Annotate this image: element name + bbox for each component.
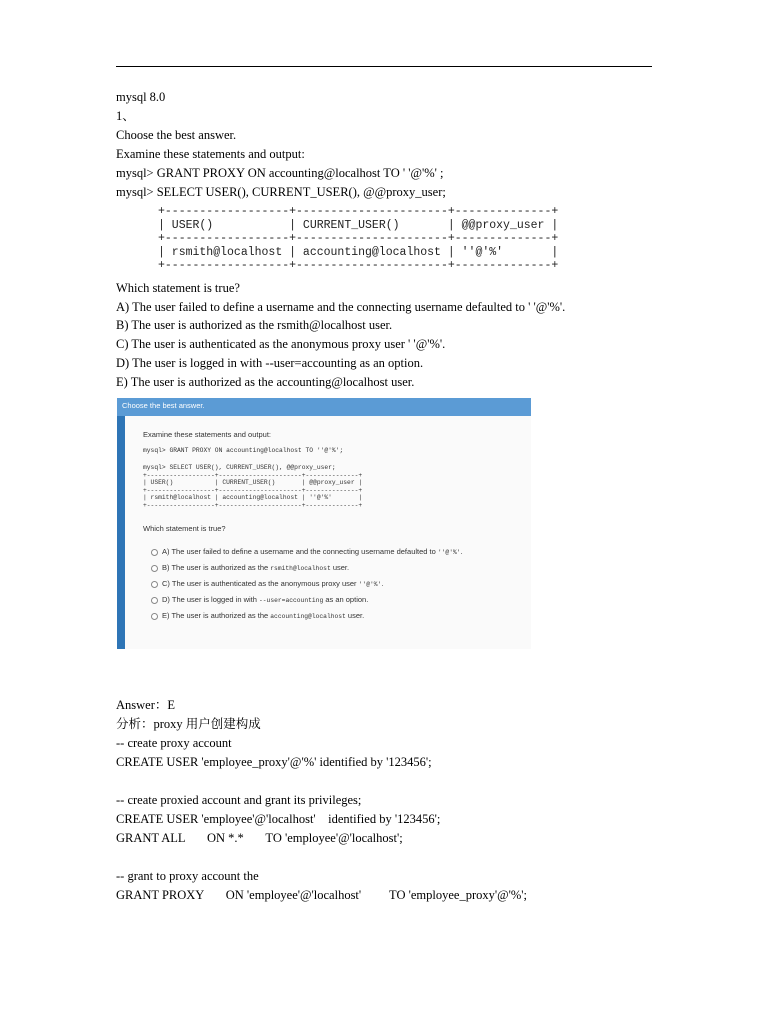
statement-2: mysql> SELECT USER(), CURRENT_USER(), @@proxy_user;: [116, 185, 446, 199]
option-b: B) The user is authorized as the rsmith@localhost user.: [116, 318, 393, 332]
option-e: E) The user is authorized as the accounting@localhost user.: [116, 375, 415, 389]
screenshot-option-e[interactable]: E) The user is authorized as the accounting@localhost user.: [151, 611, 364, 620]
screenshot-stmt2: mysql> SELECT USER(), CURRENT_USER(), @@proxy_user;: [143, 464, 336, 471]
option-c: C) The user is authenticated as the anonymous proxy user ' '@'%'.: [116, 337, 446, 351]
question-number: 1、: [116, 109, 135, 123]
radio-icon[interactable]: [151, 597, 158, 604]
instruction: Choose the best answer.: [116, 128, 237, 142]
screenshot-header: Choose the best answer.: [117, 398, 531, 416]
radio-icon[interactable]: [151, 613, 158, 620]
radio-icon[interactable]: [151, 565, 158, 572]
table-border-bottom: +------------------+----------------------+--------------+: [158, 259, 559, 273]
sql-create-proxy: CREATE USER 'employee_proxy'@'%' identified by '123456';: [116, 755, 432, 769]
screenshot-option-b[interactable]: B) The user is authorized as the rsmith@localhost user.: [151, 563, 349, 572]
screenshot-ask: Which statement is true?: [143, 524, 226, 533]
screenshot-accent-bar: [117, 416, 125, 649]
option-d: D) The user is logged in with --user=accounting as an option.: [116, 356, 424, 370]
top-rule: [116, 66, 652, 67]
radio-icon[interactable]: [151, 549, 158, 556]
screenshot-option-a[interactable]: A) The user failed to define a username and the connecting username defaulted to ''@'%'.: [151, 547, 463, 556]
sql-grant-proxy: GRANT PROXY ON 'employee'@'localhost' TO 'employee_proxy'@'%';: [116, 888, 528, 902]
screenshot-prompt: Examine these statements and output:: [143, 430, 271, 439]
sql-create-employee: CREATE USER 'employee'@'localhost' identified by '123456';: [116, 812, 441, 826]
screenshot-option-c[interactable]: C) The user is authenticated as the anonymous proxy user ''@'%'.: [151, 579, 383, 588]
output-table: [158, 205, 558, 273]
sql-grant-all: GRANT ALL ON *.* TO 'employee'@'localhost';: [116, 831, 403, 845]
table-border-mid: +------------------+----------------------+--------------+: [158, 232, 559, 246]
prompt: Examine these statements and output:: [116, 147, 305, 161]
quiz-screenshot: [117, 398, 531, 649]
answer-label: Answer：E: [116, 698, 176, 712]
table-border-top: +------------------+----------------------+--------------+: [158, 205, 559, 218]
table-row: | rsmith@localhost | accounting@localhost | ''@'%' |: [158, 245, 559, 259]
question-ask: Which statement is true?: [116, 281, 240, 295]
statement-1: mysql> GRANT PROXY ON accounting@localhost TO ' '@'%' ;: [116, 166, 444, 180]
analysis-heading: 分析：proxy 用户创建构成: [116, 717, 261, 731]
screenshot-table: +------------------+----------------------+--------------+ | USER() | CURRENT_USER() | @@proxy_user | +------------------+----------------------+--------------+ | rsmith@localhost | accounting@localhost | ''@'%' | +------------------+----------------------+--------------+: [143, 472, 363, 509]
option-a: A) The user failed to define a username and the connecting username defaulted to ' '@'%'.: [116, 300, 566, 314]
comment-proxy-account: -- create proxy account: [116, 736, 232, 750]
screenshot-option-d[interactable]: D) The user is logged in with --user=accounting as an option.: [151, 595, 368, 604]
comment-proxied-account: -- create proxied account and grant its privileges;: [116, 793, 362, 807]
comment-grant-proxy: -- grant to proxy account the: [116, 869, 259, 883]
screenshot-stmt1: mysql> GRANT PROXY ON accounting@localhost TO ''@'%';: [143, 447, 344, 454]
version-heading: mysql 8.0: [116, 90, 166, 104]
table-header: | USER() | CURRENT_USER() | @@proxy_user |: [158, 218, 559, 232]
radio-icon[interactable]: [151, 581, 158, 588]
screenshot-body: [125, 416, 531, 649]
